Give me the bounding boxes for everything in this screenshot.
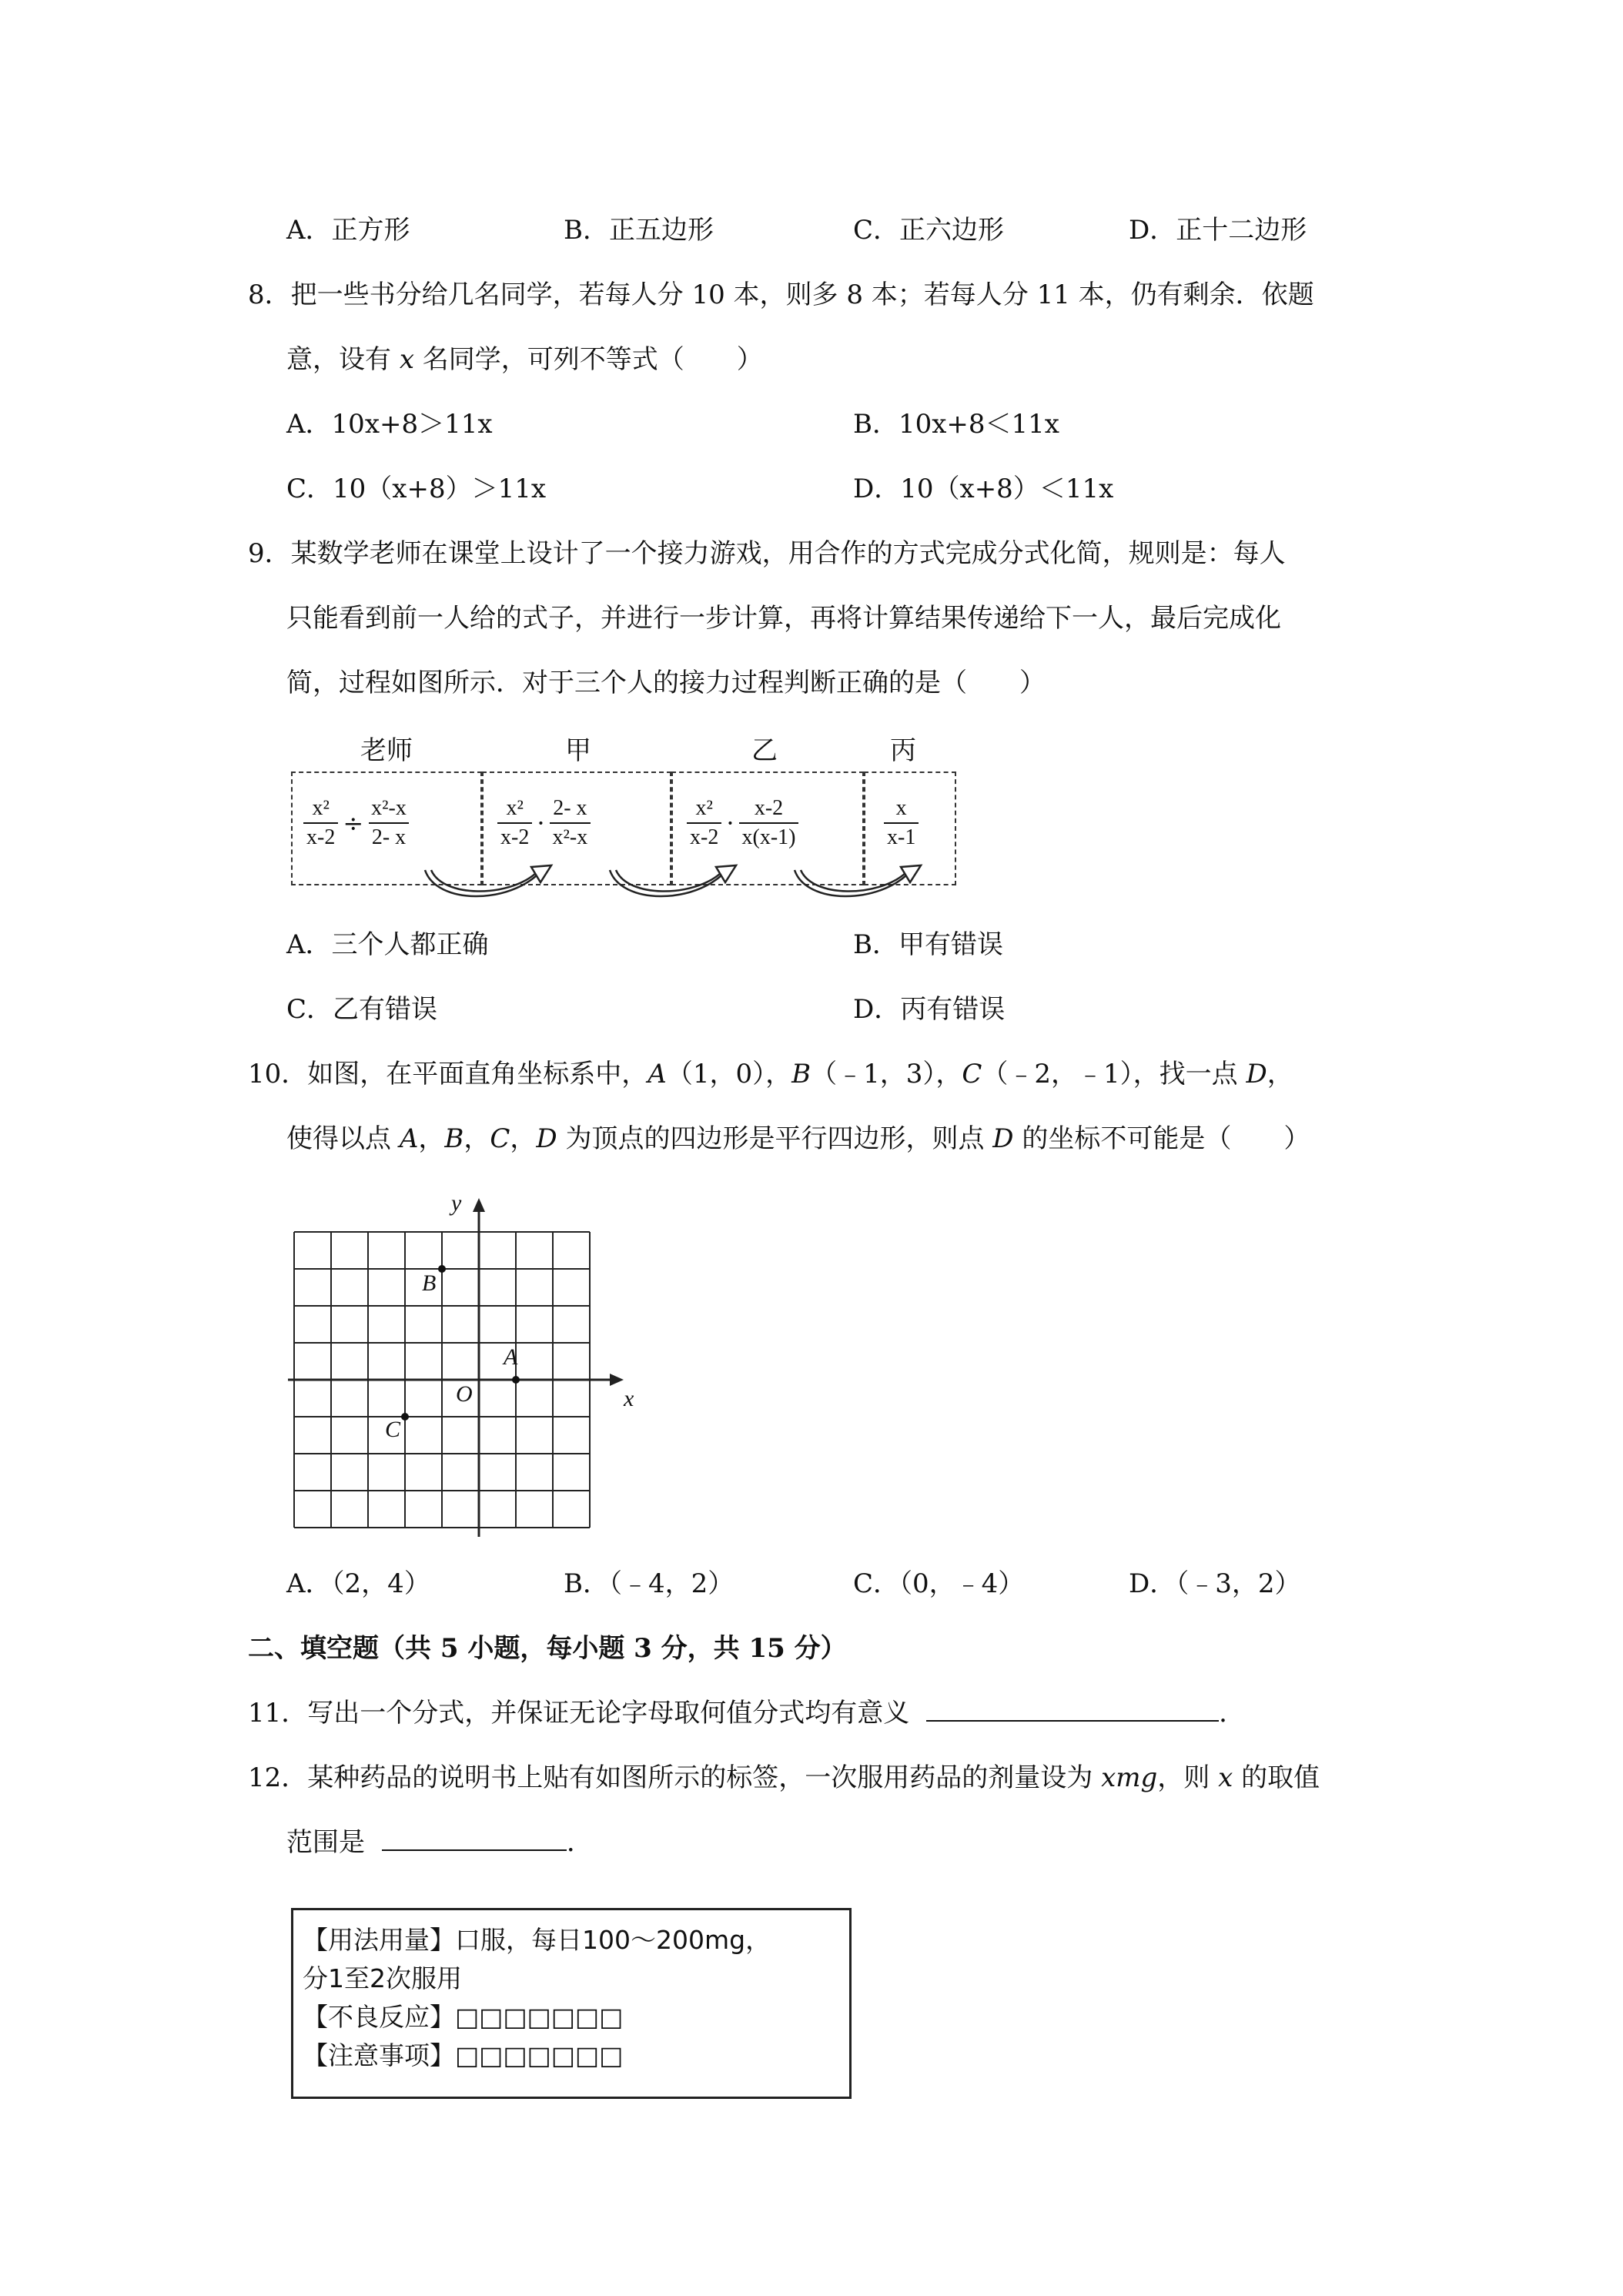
q8-option-b: B．10x+8＜11x xyxy=(853,409,1059,440)
axis-x-label: x xyxy=(624,1386,634,1411)
q9-option-a: A．三个人都正确 xyxy=(286,929,489,960)
point-a-label: A xyxy=(504,1344,518,1370)
q7-option-d: D．正十二边形 xyxy=(1129,215,1307,246)
fraction: $\frac{\text{x²}}{x-2}$ xyxy=(303,796,338,850)
coordinate-grid-figure xyxy=(286,1192,656,1577)
q10-stem-line2: 使得以点 A，B，C，D 为顶点的四边形是平行四边形，则点 D 的坐标不可能是（ ） xyxy=(286,1123,1310,1154)
q8-stem-line1: 8．把一些书分给几名同学，若每人分 10 本，则多 8 本；若每人分 11 本，仍有剩余．依题 xyxy=(248,279,1314,310)
q11-answer-blank xyxy=(926,1720,1219,1722)
point-c xyxy=(401,1413,409,1421)
section-2-title: 二、填空题（共 5 小题，每小题 3 分，共 15 分） xyxy=(248,1633,847,1664)
q8-stem-line2: 意，设有 x 名同学，可列不等式（ ） xyxy=(286,344,763,375)
relay-figure xyxy=(286,724,964,909)
relay-label-jia: 甲 xyxy=(565,735,591,766)
q7-option-c: C．正六边形 xyxy=(853,215,1005,246)
q9-option-c: C．乙有错误 xyxy=(286,994,438,1025)
fraction: $\frac{\text{x²}}{x-2}$ xyxy=(687,796,721,850)
q9-option-b: B．甲有错误 xyxy=(853,929,1003,960)
label-line-precautions: 【注意事项】□□□□□□□ xyxy=(303,2040,624,2070)
label-line-frequency: 分1至2次服用 xyxy=(303,1963,462,1993)
relay-box-jia: $\frac{\text{x²}}{x-2}$ · $\frac{2- x}{\text{x²-x}}$ xyxy=(482,771,671,885)
point-a xyxy=(512,1376,520,1384)
q8-option-c: C．10（x+8）＞11x xyxy=(286,474,547,504)
relay-label-bing: 丙 xyxy=(890,735,916,766)
label-line-side-effects: 【不良反应】□□□□□□□ xyxy=(303,2002,624,2032)
fraction: $\frac{2- x}{\text{x²-x}}$ xyxy=(550,796,591,850)
q8-option-a: A．10x+8＞11x xyxy=(286,409,493,440)
q7-option-a: A．正方形 xyxy=(286,215,410,246)
q9-stem-line2: 只能看到前一人给的式子，并进行一步计算，再将计算结果传递给下一人，最后完成化 xyxy=(286,603,1281,634)
medicine-label-box xyxy=(291,1908,852,2099)
relay-label-yi: 乙 xyxy=(751,735,778,766)
q8-option-d: D．10（x+8）＜11x xyxy=(853,474,1114,504)
q9-option-d: D．丙有错误 xyxy=(853,994,1006,1025)
y-axis-arrow xyxy=(473,1198,485,1212)
x-axis-arrow xyxy=(610,1374,624,1386)
q12-stem-line1: 12．某种药品的说明书上贴有如图所示的标签，一次服用药品的剂量设为 xmg，则 x 的取值 xyxy=(248,1762,1320,1793)
q12-answer-blank xyxy=(382,1849,567,1851)
fraction: $\frac{x}{x-1}$ xyxy=(884,796,919,850)
label-line-dosage: 【用法用量】口服，每日100～200mg， xyxy=(303,1925,771,1955)
q10-stem-line1: 10．如图，在平面直角坐标系中，A（1，0），B（﹣1，3），C（﹣2，﹣1），找一点 D， xyxy=(248,1059,1293,1089)
q11-stem: 11．写出一个分式，并保证无论字母取何值分式均有意义 ． xyxy=(248,1698,1246,1729)
origin-label: O xyxy=(456,1381,473,1407)
q10-option-d: D．（﹣3，2） xyxy=(1129,1568,1301,1599)
q10-option-c: C．（0，﹣4） xyxy=(853,1568,1025,1599)
point-b xyxy=(438,1265,446,1273)
relay-arrows xyxy=(286,724,964,909)
q10-option-b: B．（﹣4，2） xyxy=(564,1568,735,1599)
q7-option-b: B．正五边形 xyxy=(564,215,714,246)
q10-option-a: A．（2，4） xyxy=(286,1568,430,1599)
relay-label-teacher: 老师 xyxy=(360,735,413,766)
q9-stem-line3: 简，过程如图所示．对于三个人的接力过程判断正确的是（ ） xyxy=(286,668,1046,698)
fraction: $\frac{\text{x²-x}}{2- x}$ xyxy=(368,796,410,850)
q12-stem-line2: 范围是 ． xyxy=(286,1827,593,1858)
fraction: $\frac{\text{x²}}{x-2}$ xyxy=(497,796,532,850)
point-b-label: B xyxy=(422,1270,437,1296)
relay-box-yi: $\frac{\text{x²}}{x-2}$ · $\frac{x-2}{x(x-1)}$ xyxy=(671,771,864,885)
axis-y-label: y xyxy=(451,1190,462,1216)
relay-box-teacher: $\frac{\text{x²}}{x-2}$ ÷ $\frac{\text{x²-x}}{2- x}$ xyxy=(291,771,482,885)
fraction: $\frac{x-2}{x(x-1)}$ xyxy=(739,796,799,850)
point-c-label: C xyxy=(385,1417,401,1442)
q9-stem-line1: 9．某数学老师在课堂上设计了一个接力游戏，用合作的方式完成分式化简，规则是：每人 xyxy=(248,538,1286,569)
